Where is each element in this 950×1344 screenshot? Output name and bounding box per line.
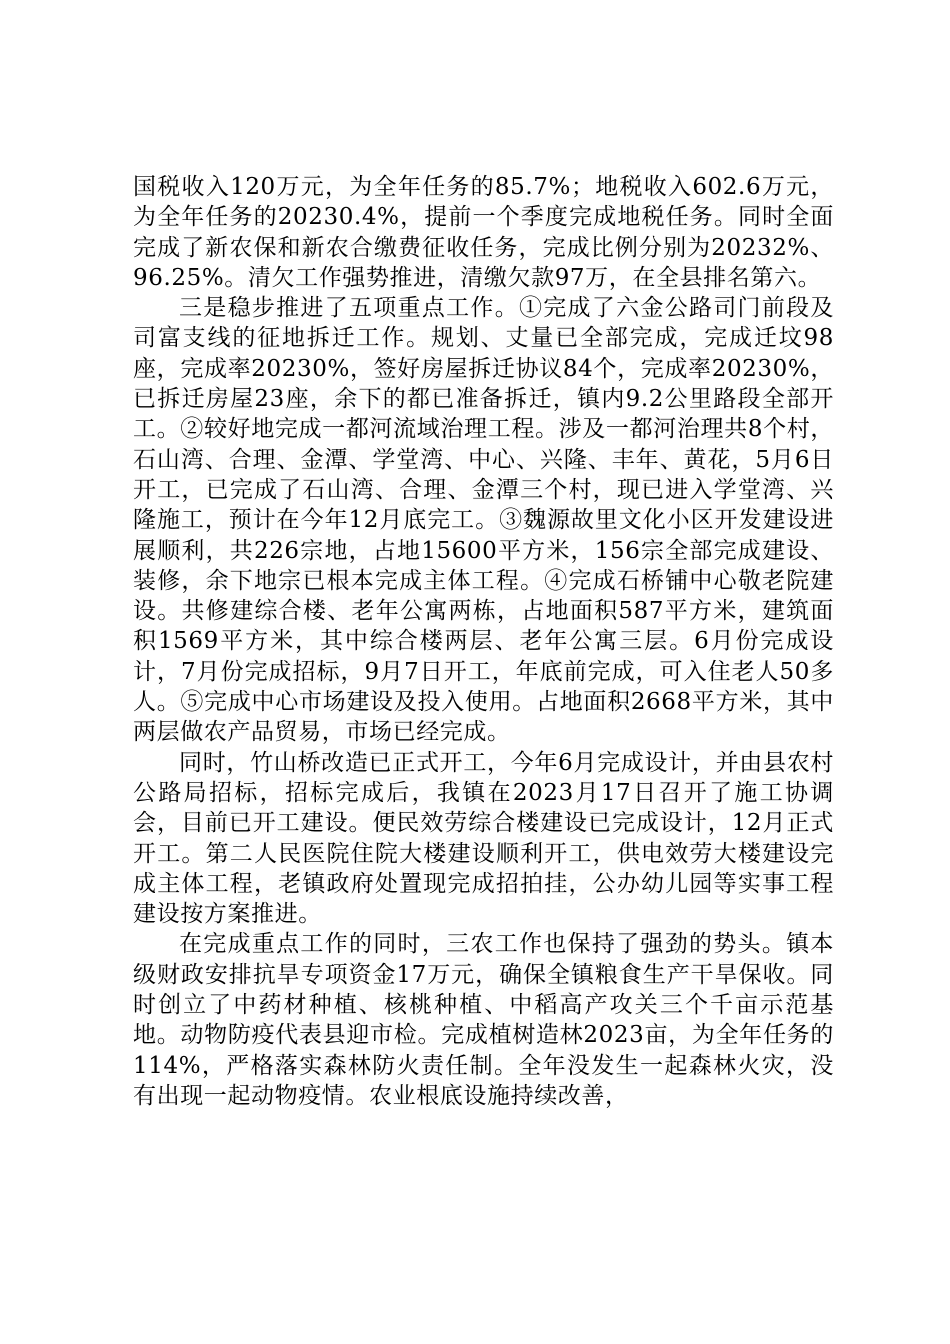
paragraph-agriculture-work: 在完成重点工作的同时，三农工作也保持了强劲的势头。镇本级财政安排抗旱专项资金17万元，确保全镇粮食生产干旱保收。同时创立了中药材种植、核桃种植、中稻高产攻关三个千亩示范基地。动物防疫代表县迎市检。完成植树造林2023亩，为全年任务的114%，严格落实森林防火责任制。全年没发生一起森林火灾，没有出现一起动物疫情。农业根底设施持续改善， — [133, 931, 834, 1109]
paragraph-bridge-construction: 同时，竹山桥改造已正式开工，今年6月完成设计，并由县农村公路局招标，招标完成后，我镇在2023月17日召开了施工协调会，目前已开工建设。便民效劳综合楼建设已完成设计，12月正式开工。第二人民医院住院大楼建设顺利开工，供电效劳大楼建设完成主体工程，老镇政府处置现完成招拍挂，公办幼儿园等实事工程建设按方案推进。 — [133, 749, 834, 928]
paragraph-five-key-projects: 三是稳步推进了五项重点工作。①完成了六金公路司门前段及司富支线的征地拆迁工作。规划、丈量已全部完成，完成迁坟98座，完成率20230%，签好房屋拆迁协议84个，完成率20230%，已拆迁房屋23座，余下的都已准备拆迁，镇内9.2公里路段全部开工。②较好地完成一都河流域治理工程。涉及一都河治理共8个村，石山湾、合理、金潭、学堂湾、中心、兴隆、丰年、黄花，5月6日开工，已完成了石山湾、合理、金潭三个村，现已进入学堂湾、兴隆施工，预计在今年12月底完工。③魏源故里文化小区开发建设进展顺利，共226宗地，占地15600平方米，156宗全部完成建设、装修，余下地宗已根本完成主体工程。④完成石桥铺中心敬老院建设。共修建综合楼、老年公寓两栋，占地面积587平方米，建筑面积1569平方米，其中综合楼两层、老年公寓三层。6月份完成设计，7月份完成招标，9月7日开工，年底前完成，可入住老人50多人。⑤完成中心市场建设及投入使用。占地面积2668平方米，其中两层做农产品贸易，市场已经完成。 — [133, 295, 834, 746]
paragraph-tax-revenue: 国税收入120万元，为全年任务的85.7%；地税收入602.6万元，为全年任务的20230.4%，提前一个季度完成地税任务。同时全面完成了新农保和新农合缴费征收任务，完成比例分别为20232%、96.25%。清欠工作强势推进，清缴欠款97万，在全县排名第六。 — [133, 174, 834, 291]
document-page — [133, 172, 834, 1272]
